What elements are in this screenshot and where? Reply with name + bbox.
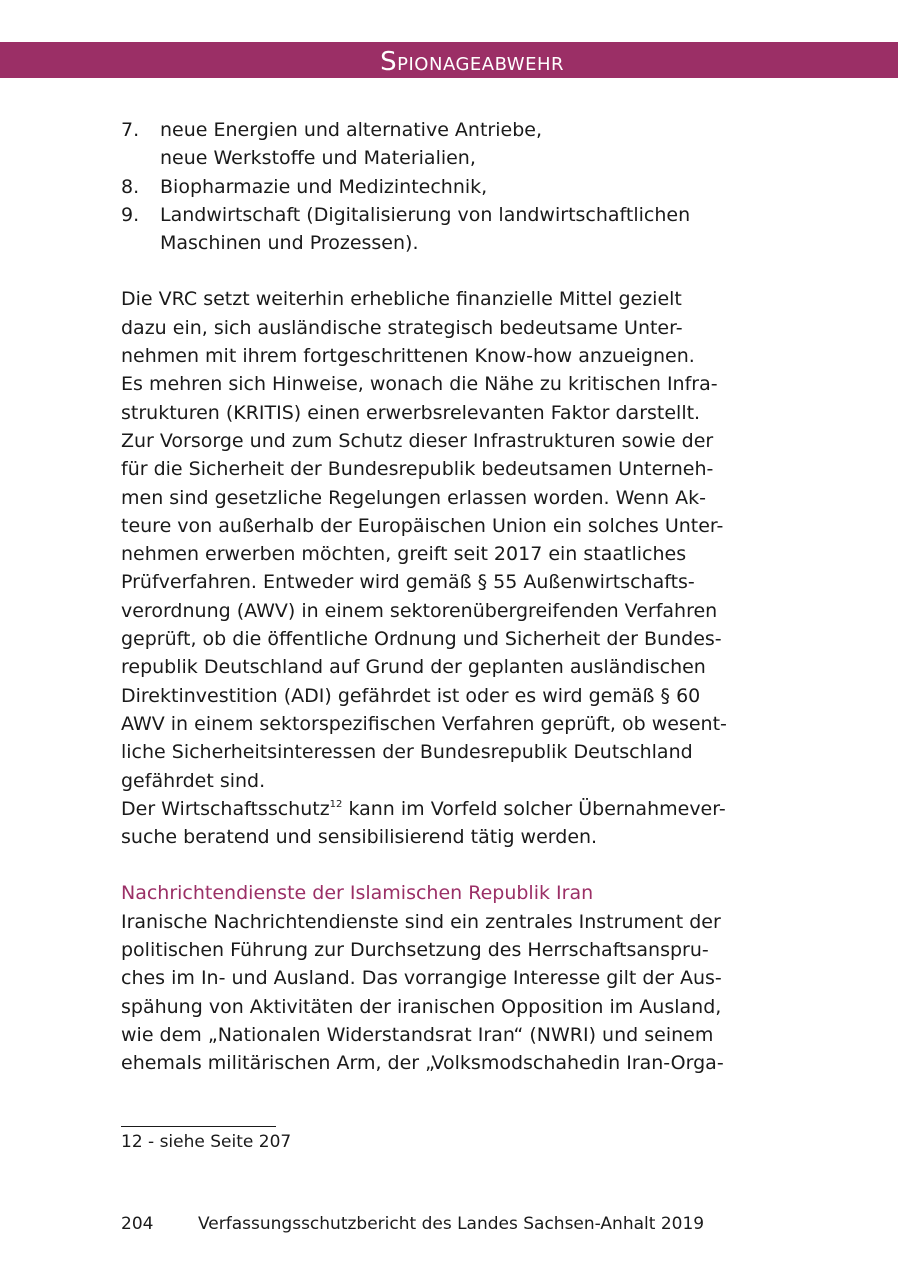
- list-line: Maschinen und Prozessen).: [160, 232, 419, 255]
- section-heading: Nachrichtendienste der Islamischen Republik Iran: [121, 882, 594, 905]
- body-text: [121, 116, 771, 1078]
- text-line: verordnung (AWV) in einem sektorenübergreifenden Verfahren: [121, 599, 718, 622]
- page-footer: [121, 1214, 704, 1234]
- text-line: [121, 795, 771, 823]
- paragraph-iran-intelligence: [121, 908, 771, 1078]
- text-fragment: Der Wirtschaftsschutz: [121, 797, 330, 820]
- list-item: [121, 201, 771, 258]
- text-line: suche beratend und sensibilisierend tätig werden.: [121, 826, 598, 849]
- section-title: Spionageabwehr: [380, 47, 564, 77]
- text-line: Die VRC setzt weiterhin erhebliche finanzielle Mittel gezielt: [121, 288, 682, 311]
- text-fragment: kann im Vorfeld solcher Übernahmever-: [342, 797, 726, 820]
- list-item: [121, 173, 771, 201]
- list-number: 7.: [121, 119, 140, 141]
- text-line: liche Sicherheitsinteressen der Bundesrepublik Deutschland: [121, 741, 693, 764]
- text-line: ehemals militärischen Arm, der „Volksmodschahedin Iran-Orga-: [121, 1052, 724, 1075]
- text-line: strukturen (KRITIS) einen erwerbsrelevanten Faktor darstellt.: [121, 401, 701, 424]
- paragraph-investment-screening: [121, 285, 771, 794]
- paragraph-economic-protection: [121, 795, 771, 852]
- text-line: nehmen erwerben möchten, greift seit 2017 ein staatliches: [121, 543, 687, 566]
- list-line: neue Energien und alternative Antriebe,: [160, 119, 542, 141]
- text-line: ches im In- und Ausland. Das vorrangige Interesse gilt der Aus-: [121, 967, 722, 990]
- text-line: nehmen mit ihrem fortgeschrittenen Know-how anzueignen.: [121, 345, 695, 368]
- text-line: Zur Vorsorge und zum Schutz dieser Infrastrukturen sowie der: [121, 429, 714, 452]
- list-line: Landwirtschaft (Digitalisierung von landwirtschaftlichen: [160, 203, 691, 226]
- text-line: spähung von Aktivitäten der iranischen Opposition im Ausland,: [121, 995, 722, 1018]
- text-line: wie dem „Nationalen Widerstandsrat Iran“ (NWRI) und seinem: [121, 1023, 714, 1046]
- numbered-list: [121, 116, 771, 257]
- text-line: Prüfverfahren. Entweder wird gemäß § 55 Außenwirtschafts-: [121, 571, 695, 594]
- text-line: teure von außerhalb der Europäischen Union ein solches Unter-: [121, 514, 724, 537]
- list-number: 8.: [121, 175, 140, 198]
- list-line: Biopharmazie und Medizintechnik,: [160, 175, 488, 198]
- footnote-reference: 12: [329, 798, 343, 810]
- page-number: 204: [121, 1214, 154, 1234]
- text-line: dazu ein, sich ausländische strategisch bedeutsame Unter-: [121, 316, 683, 339]
- text-line: für die Sicherheit der Bundesrepublik bedeutsamen Unterneh-: [121, 458, 714, 481]
- list-item: [121, 116, 771, 173]
- text-line: Direktinvestition (ADI) gefährdet ist oder es wird gemäß § 60: [121, 684, 701, 707]
- text-line: geprüft, ob die öffentliche Ordnung und Sicherheit der Bundes-: [121, 628, 722, 651]
- text-line: republik Deutschland auf Grund der geplanten ausländischen: [121, 656, 706, 679]
- list-number: 9.: [121, 203, 140, 226]
- text-line: men sind gesetzliche Regelungen erlassen worden. Wenn Ak-: [121, 486, 706, 509]
- text-line: gefährdet sind.: [121, 769, 266, 792]
- text-line: AWV in einem sektorspezifischen Verfahren geprüft, ob wesent-: [121, 712, 727, 735]
- text-line: politischen Führung zur Durchsetzung des Herrschaftsanspru-: [121, 939, 709, 962]
- footnote-divider: [121, 1126, 276, 1127]
- text-line: Iranische Nachrichtendienste sind ein zentrales Instrument der: [121, 910, 721, 933]
- section-banner: [0, 42, 898, 78]
- publication-title: Verfassungsschutzbericht des Landes Sachsen-Anhalt 2019: [198, 1214, 705, 1234]
- text-line: Es mehren sich Hinweise, wonach die Nähe zu kritischen Infra-: [121, 373, 718, 396]
- list-line: neue Werkstoffe und Materialien,: [160, 147, 476, 170]
- footnote: 12 - siehe Seite 207: [121, 1132, 292, 1152]
